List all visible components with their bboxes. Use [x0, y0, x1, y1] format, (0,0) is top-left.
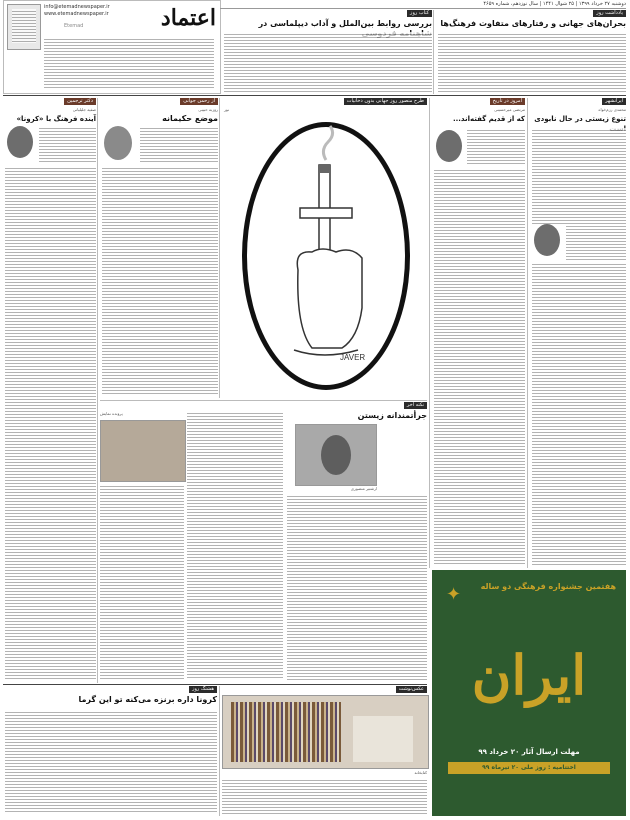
logo-en: Etemad	[64, 23, 84, 29]
right-column	[530, 98, 626, 568]
top-right-article	[436, 10, 626, 94]
ad-title: ایران	[471, 643, 587, 707]
author-left-a: روزبه حبیبی	[198, 107, 218, 112]
mid-row-article	[100, 402, 427, 682]
author-history: مرتضی میرحسینی	[494, 107, 525, 112]
kicker-right-col: ایرانشهر	[602, 98, 626, 105]
author-photo-right-col	[534, 224, 560, 256]
email: info@etemadnewspaper.ir	[44, 4, 110, 10]
headline-left-b[interactable]: آینده فرهنگ با «کرونا»	[16, 115, 96, 123]
author-photo-left-a	[104, 126, 132, 160]
headline-mid-row[interactable]: جرأتمندانه زیستن	[357, 411, 427, 420]
kicker-bottom-center: عکس‌نوشت	[396, 686, 427, 693]
svg-text:JAVER: JAVER	[340, 353, 366, 362]
headline-history[interactable]: که از قدیم گفته‌اند...	[452, 115, 525, 123]
cartoon-caption: نور	[224, 107, 230, 112]
author-mid-row: ارشتیر منصوری	[350, 486, 377, 491]
headline-bottom-left[interactable]: کرونا داره برنزه می‌کنه تو این گرما	[78, 695, 217, 704]
bottom-center-caption: کتابخانه	[414, 770, 427, 775]
top-center-article	[222, 10, 432, 94]
headline-top-right[interactable]: بحران‌های جهانی و رفتارهای متفاوت فرهنگ‌ها	[440, 19, 626, 28]
front-page-thumbnail	[7, 4, 41, 50]
masthead	[3, 0, 221, 94]
author-photo-mid-row	[295, 424, 377, 486]
headline-left-a[interactable]: موضع حکیمانه	[162, 114, 218, 123]
ad-deadline: مهلت ارسال آثار ۲۰ خرداد ۹۹	[478, 748, 580, 756]
website: www.etemadnewspaper.ir	[44, 11, 109, 17]
bookshelf-photo	[222, 695, 429, 769]
photo-caption-mid-row: پرونده نمایش	[100, 411, 123, 416]
author-photo-history	[436, 130, 462, 162]
left-column-b	[3, 98, 96, 683]
kicker-mid-row: نکته آخر	[404, 402, 427, 409]
ad-subtitle: هفتمین جشنواره فرهنگی دو ساله	[480, 582, 616, 591]
kicker-left-b: دکتر ترجمین	[64, 98, 96, 105]
date-line: دوشنبه ۲۷ خرداد ۱۳۹۹ | ۲۵ شوال ۱۴۴۱ | سال نوزدهم، شماره ۴۶۵۹	[483, 1, 626, 7]
history-column	[432, 98, 525, 568]
author-photo-left-b	[7, 126, 33, 158]
headline-right-col[interactable]: تنوع زیستی در حال نابودی	[534, 115, 626, 123]
kicker-left-a: از رحمن جوانی	[180, 98, 218, 105]
left-column-a	[100, 98, 218, 398]
bottom-left-article	[3, 686, 217, 816]
ad-star-icon: ✦	[446, 584, 462, 605]
author-left-b: صفیه جلیلیانی	[72, 107, 96, 112]
kicker-cartoon: طرح منصور روز جهانی بدون دخانیات	[344, 98, 427, 105]
author-right-col: محمدی رزم‌خواه	[598, 107, 626, 112]
logo-text: اعتماد	[160, 5, 216, 31]
kicker-top-center: کتاب روز	[407, 10, 432, 17]
publisher-info	[44, 37, 214, 89]
ad-closing: اختتامیه : روز ملی ۲۰ تیرماه ۹۹	[448, 762, 610, 774]
bottom-center-photo-essay	[222, 686, 427, 816]
festival-ad[interactable]	[432, 570, 626, 816]
kicker-top-right: یادداشت روز	[593, 10, 626, 17]
logo	[138, 3, 216, 33]
date-bar	[220, 0, 626, 9]
kicker-history: امروز در تاریخ	[490, 98, 525, 105]
cartoon-section	[222, 98, 427, 398]
cartoon-image	[240, 120, 412, 392]
headline-top-center[interactable]: بررسی روابط بین‌الملل و آداب دیپلماسی در	[258, 19, 432, 28]
photo-mid-row-left	[100, 420, 186, 482]
kicker-bottom-left: هشتگ روز	[189, 686, 217, 693]
